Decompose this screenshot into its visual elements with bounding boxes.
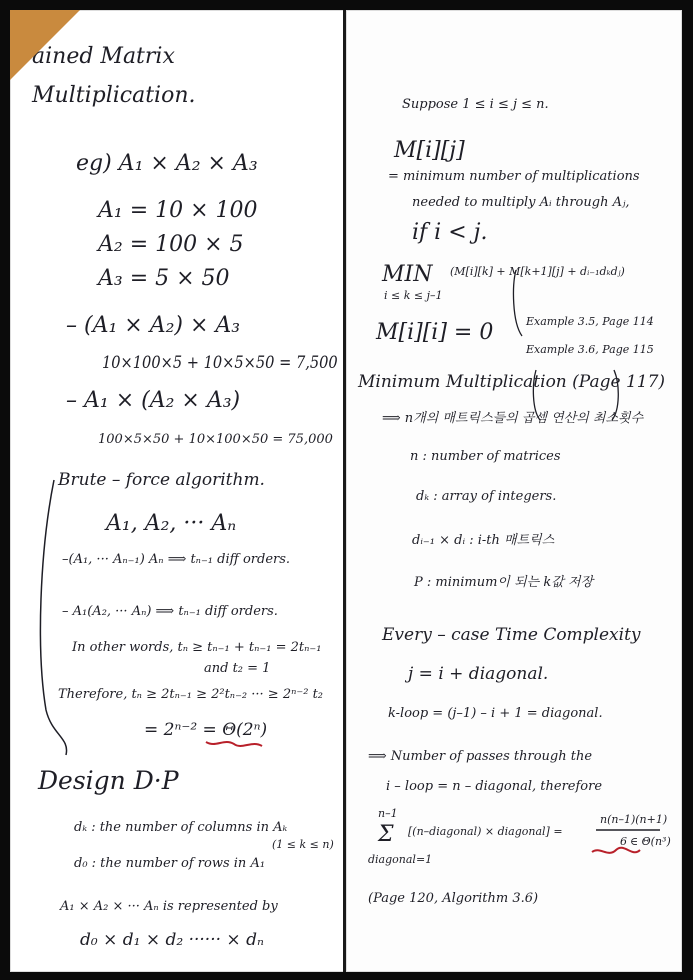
title-line-2: Multiplication. [32,83,196,108]
every-case-heading: Every – case Time Complexity [382,625,641,645]
design-dp-heading: Design D·P [38,766,179,795]
min-mult-desc: ⟹ n개의 매트릭스들의 곱셈 연산의 최소횟수 [382,411,644,426]
min-subscript: i ≤ k ≤ j–1 [384,289,443,302]
dim-a3: A₃ = 5 × 50 [98,266,230,291]
base-case: M[i][i] = 0 [376,320,494,345]
example-expression: eg) A₁ × A₂ × A₃ [76,151,258,176]
brute-case-2: – A₁(A₂, ··· Aₙ) ⟹ tₙ₋₁ diff orders. [62,604,278,619]
notebook-right-page [346,10,682,972]
param-n: n : number of matrices [410,449,561,464]
example-ref-1: Example 3.5, Page 114 [526,315,654,328]
theta-result: ∈ Θ(n³) [630,835,671,848]
sum-lower-limit: diagonal=1 [368,853,433,866]
m-definition: M[i][j] [394,138,465,163]
design-range: (1 ≤ k ≤ n) [272,838,334,851]
design-dk: dₖ : the number of columns in Aₖ [74,820,288,835]
footer-reference: (Page 120, Algorithm 3.6) [368,891,539,906]
recurrence: In other words, tₙ ≥ tₙ₋₁ + tₙ₋₁ = 2tₙ₋₁ [72,640,322,655]
sum-symbol: Σ [378,822,394,847]
sum-expression: [(n–diagonal) × diagonal] = [408,825,563,838]
title-line-1: ained Matrix [32,44,175,69]
m-desc-1: = minimum number of multiplications [388,169,640,184]
dim-a1: A₁ = 10 × 100 [98,198,258,223]
passes-line-2: i – loop = n – diagonal, therefore [386,779,603,794]
example-ref-2: Example 3.6, Page 115 [526,343,654,356]
result-line: = 2ⁿ⁻² = Θ(2ⁿ) [144,720,268,740]
design-d0: d₀ : the number of rows in A₁ [74,856,266,871]
param-dk: dₖ : array of integers. [416,489,557,504]
fraction-numerator: n(n–1)(n+1) [600,813,668,826]
param-p: P : minimum이 되는 k값 저장 [414,575,594,590]
represented-dims: d₀ × d₁ × d₂ ······ × dₙ [80,930,264,950]
therefore-line: Therefore, tₙ ≥ 2tₙ₋₁ ≥ 2²tₙ₋₂ ··· ≥ 2ⁿ⁻² t₂ [58,687,324,702]
order-2: – A₁ × (A₂ × A₃) [66,388,241,413]
min-word: MIN [382,262,433,287]
min-expression: (M[i][k] + M[k+1][j] + dᵢ₋₁dₖdⱼ) [450,265,625,278]
k-loop-line: k-loop = (j–1) – i + 1 = diagonal. [388,706,603,721]
j-equation: j = i + diagonal. [408,664,549,684]
brute-force-heading: Brute – force algorithm. [58,470,265,490]
min-mult-heading: Minimum Multiplication (Page 117) [358,372,666,392]
m-desc-3: if i < j. [412,220,488,245]
order-1: – (A₁ × A₂) × A₃ [66,313,241,338]
sum-upper-limit: n–1 [378,807,398,820]
represented-line: A₁ × A₂ × ··· Aₙ is represented by [60,899,278,914]
brute-chain: A₁, A₂, ··· Aₙ [106,511,237,536]
suppose-line: Suppose 1 ≤ i ≤ j ≤ n. [402,97,549,112]
param-dim: dᵢ₋₁ × dᵢ : i-th 매트릭스 [412,533,555,548]
passes-line-1: ⟹ Number of passes through the [368,749,593,764]
dim-a2: A₂ = 100 × 5 [98,232,244,257]
base-case: and t₂ = 1 [204,661,271,676]
brute-case-1: –(A₁, ··· Aₙ₋₁) Aₙ ⟹ tₙ₋₁ diff orders. [62,552,291,567]
m-desc-2: needed to multiply Aᵢ through Aⱼ, [412,195,630,210]
order-2-calc: 100×5×50 + 10×100×50 = 75,000 [98,432,333,447]
page-corner-fold [10,10,80,80]
order-1-calc: 10×100×5 + 10×5×50 = 7,500 [102,353,338,373]
notebook-left-page [10,10,344,972]
fraction-denominator: 6 [620,835,627,848]
